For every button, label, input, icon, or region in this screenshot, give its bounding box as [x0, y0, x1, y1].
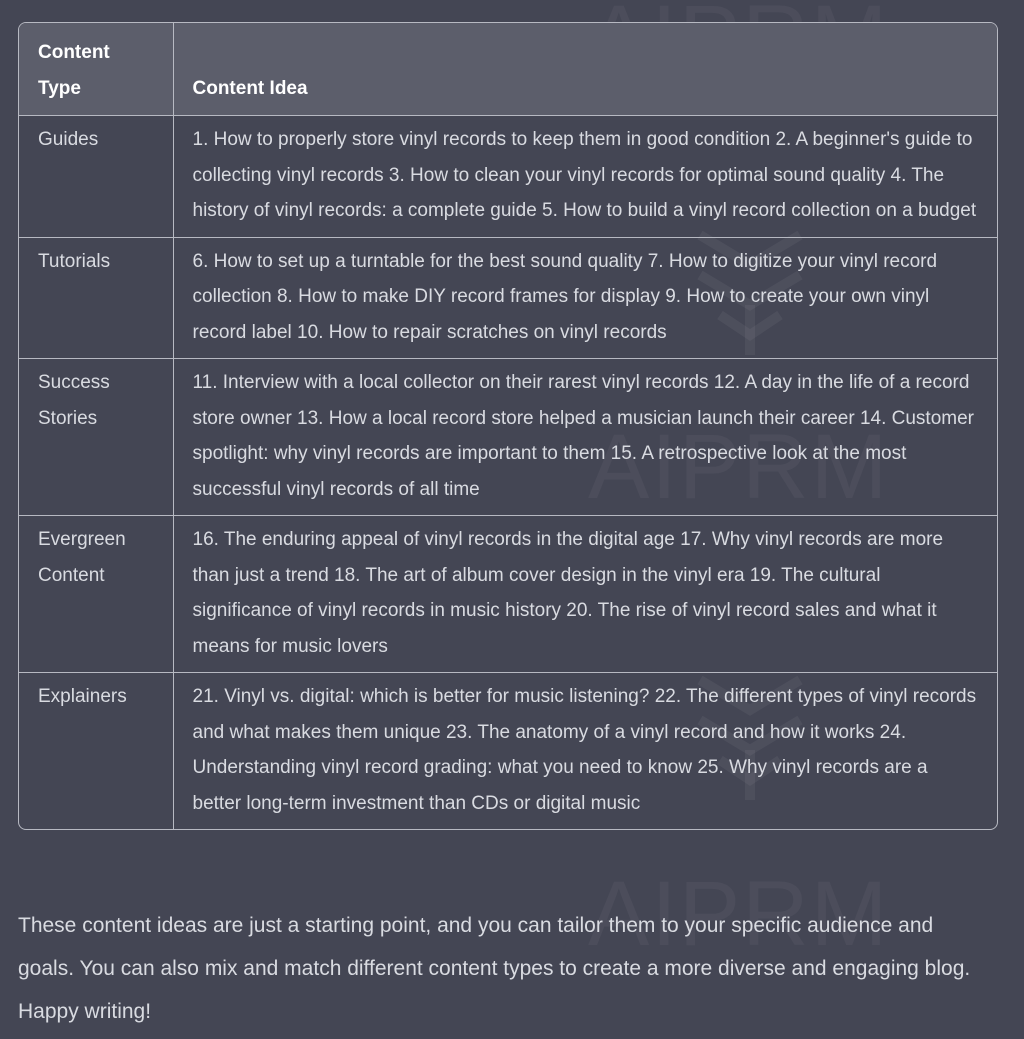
- table-row: [19, 673, 997, 830]
- table-header-row: [19, 23, 997, 116]
- column-header-content-type: Content Type: [19, 23, 173, 116]
- content-idea-cell: 11. Interview with a local collector on their rarest vinyl records 12. A day in the life of a record store owner 13. How a local record store helped a musician launch their career 14. Customer spotlight: why vinyl records are important to them 15. A retrospective look at the most successful vinyl records of all time: [173, 359, 997, 516]
- content-idea-cell: 6. How to set up a turntable for the best sound quality 7. How to digitize your vinyl record collection 8. How to make DIY record frames for display 9. How to create your own vinyl record label 10. How to repair scratches on vinyl records: [173, 237, 997, 359]
- content-idea-cell: 1. How to properly store vinyl records to keep them in good condition 2. A beginner's guide to collecting vinyl records 3. How to clean your vinyl records for optimal sound quality 4. The history of vinyl records: a complete guide 5. How to build a vinyl record collection on a budget: [173, 116, 997, 238]
- table-row: [19, 116, 997, 238]
- content-type-cell: Tutorials: [19, 237, 173, 359]
- table-row: [19, 237, 997, 359]
- content-type-cell: Evergreen Content: [19, 516, 173, 673]
- column-header-content-idea: Content Idea: [173, 23, 997, 116]
- content-idea-cell: 21. Vinyl vs. digital: which is better for music listening? 22. The different types of vinyl records and what makes them unique 23. The anatomy of a vinyl record and how it works 24. Understanding vinyl record grading: what you need to know 25. Why vinyl records are a better long-term investment than CDs or digital music: [192, 686, 977, 814]
- table-row: [19, 516, 997, 673]
- content-ideas-table: [18, 22, 998, 830]
- content-type-cell: Success Stories: [19, 359, 173, 516]
- content-type-cell: Guides: [19, 116, 173, 238]
- table-row: [19, 359, 997, 516]
- content-type-cell: Explainers: [19, 673, 173, 830]
- content-idea-cell: 16. The enduring appeal of vinyl records in the digital age 17. Why vinyl records are more than just a trend 18. The art of album cover design in the vinyl era 19. The cultural significance of vinyl records in music history 20. The rise of vinyl record sales and what it means for music lovers: [173, 516, 997, 673]
- closing-paragraph: These content ideas are just a starting point, and you can tailor them to your specific audience and goals. You can also mix and match different content types to create a more diverse and engaging blog. Happy writing!: [18, 914, 971, 1023]
